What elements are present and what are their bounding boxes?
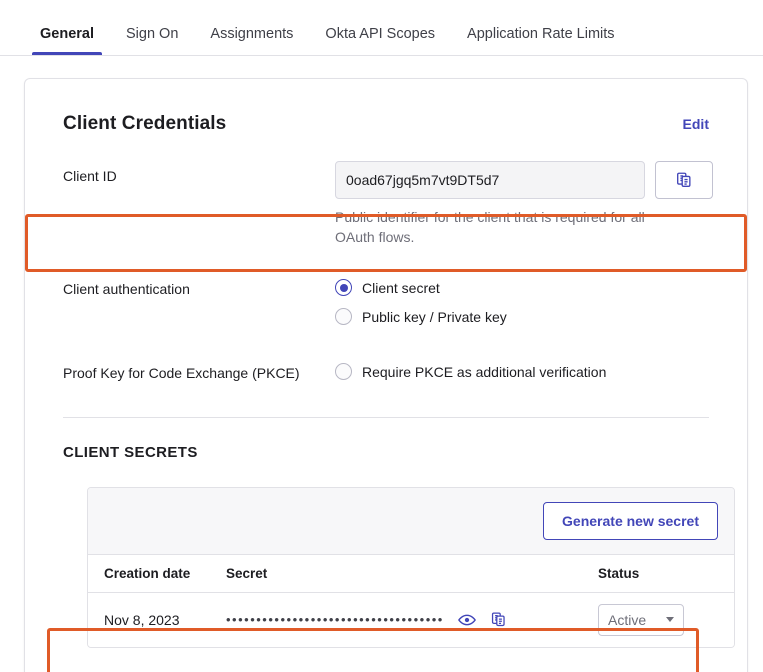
pkce-row bbox=[63, 358, 709, 389]
copy-secret-icon[interactable] bbox=[490, 611, 507, 628]
content-area bbox=[0, 56, 763, 672]
eye-icon[interactable] bbox=[458, 613, 476, 627]
copy-client-id-button[interactable] bbox=[655, 161, 713, 199]
tab-general[interactable] bbox=[24, 27, 110, 56]
radio-icon bbox=[335, 308, 352, 325]
radio-label: Client secret bbox=[362, 279, 440, 296]
radio-icon-selected bbox=[335, 279, 352, 296]
tab-label: Application Rate Limits bbox=[467, 25, 615, 42]
cell-status bbox=[598, 604, 718, 636]
client-id-helper-text: Public identifier for the client that is required for all OAuth flows. bbox=[335, 209, 645, 246]
table-toolbar bbox=[88, 488, 734, 555]
column-header-creation-date: Creation date bbox=[104, 565, 191, 581]
pkce-option bbox=[335, 358, 709, 389]
edit-button[interactable]: Edit bbox=[682, 116, 709, 132]
tab-application-rate-limits[interactable] bbox=[451, 27, 631, 56]
tab-label: Okta API Scopes bbox=[325, 25, 436, 42]
radio-label: Public key / Private key bbox=[362, 308, 507, 325]
client-secrets-table bbox=[87, 487, 735, 648]
tab-sign-on[interactable] bbox=[110, 27, 194, 56]
chevron-down-icon bbox=[666, 617, 674, 622]
pkce-label: Proof Key for Code Exchange (PKCE) bbox=[63, 364, 300, 381]
client-id-row bbox=[63, 161, 709, 248]
table-header-row bbox=[88, 555, 734, 593]
page-title: Client Credentials bbox=[63, 113, 227, 134]
divider bbox=[63, 417, 709, 418]
client-secrets-heading: CLIENT SECRETS bbox=[63, 443, 198, 461]
card-header bbox=[63, 113, 709, 135]
secret-masked-value: •••••••••••••••••••••••••••••••••••• bbox=[226, 612, 444, 628]
radio-option-public-private-key[interactable] bbox=[335, 305, 709, 329]
column-header-secret: Secret bbox=[226, 565, 268, 581]
radio-option-client-secret[interactable] bbox=[335, 276, 709, 300]
client-id-field-group bbox=[335, 161, 713, 248]
column-header-status: Status bbox=[598, 565, 640, 581]
copy-icon bbox=[675, 171, 693, 189]
checkbox-option-require-pkce[interactable] bbox=[335, 360, 709, 384]
checkbox-label: Require PKCE as additional verification bbox=[362, 363, 607, 380]
client-credentials-card bbox=[24, 78, 748, 672]
client-id-label: Client ID bbox=[63, 168, 117, 184]
table-row bbox=[88, 593, 734, 647]
client-authentication-options bbox=[335, 274, 709, 334]
checkbox-icon bbox=[335, 363, 352, 380]
tab-label: Assignments bbox=[210, 25, 294, 42]
tab-okta-api-scopes[interactable] bbox=[309, 27, 451, 56]
cell-creation-date: Nov 8, 2023 bbox=[104, 611, 180, 628]
client-id-input[interactable] bbox=[335, 161, 645, 199]
tab-label: Sign On bbox=[126, 25, 179, 42]
status-dropdown[interactable] bbox=[598, 604, 684, 636]
tab-label: General bbox=[40, 25, 94, 42]
status-badge: Active bbox=[608, 611, 647, 628]
generate-new-secret-button[interactable]: Generate new secret bbox=[543, 502, 718, 540]
tab-assignments[interactable] bbox=[194, 27, 309, 56]
client-authentication-row bbox=[63, 274, 709, 334]
client-authentication-label: Client authentication bbox=[63, 280, 190, 297]
tab-bar bbox=[0, 0, 763, 56]
cell-secret bbox=[226, 611, 598, 628]
